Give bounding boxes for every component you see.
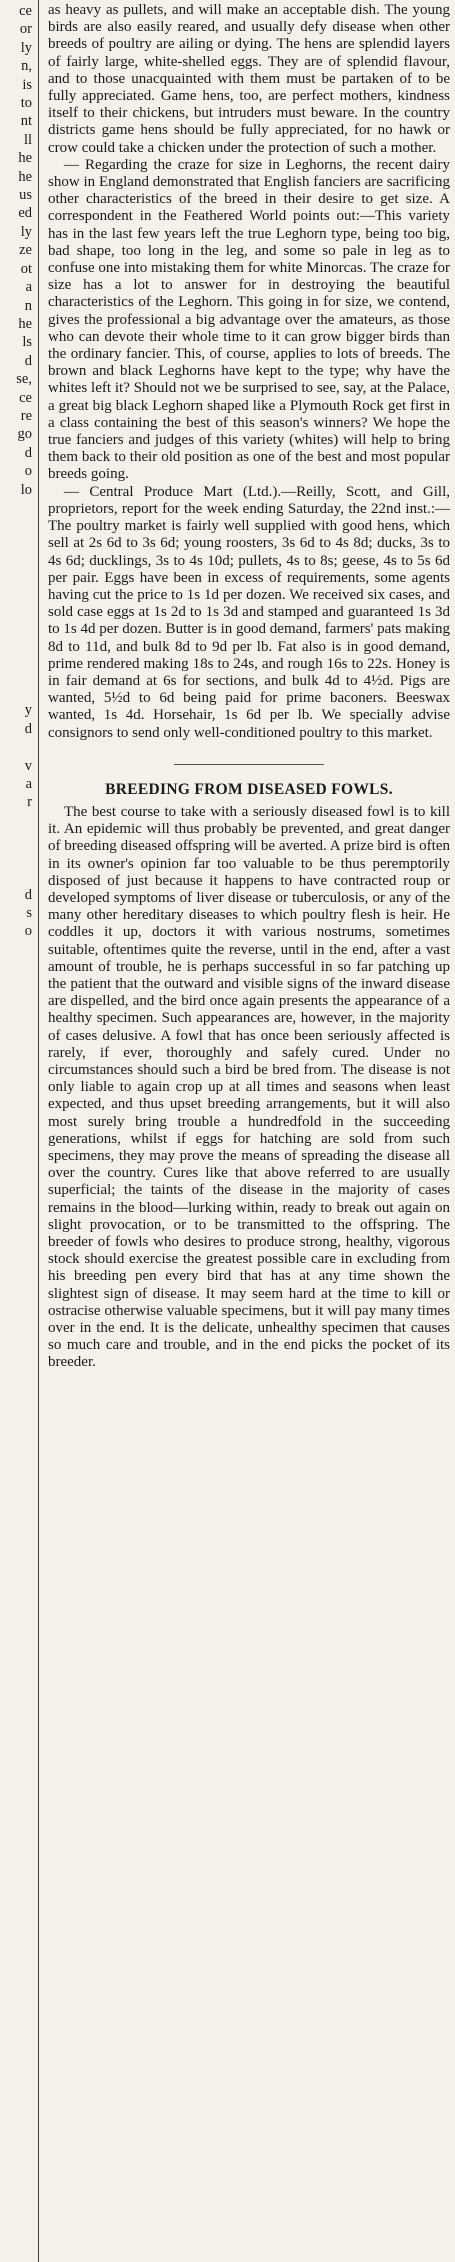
left-fragment: o: [24, 923, 32, 940]
left-fragment: ed: [18, 205, 32, 222]
left-fragment: d: [24, 720, 32, 737]
left-fragment: n,: [21, 58, 32, 75]
left-fragment: ll: [23, 131, 32, 148]
left-fragment: he: [18, 168, 32, 185]
left-fragment: d: [24, 352, 32, 369]
left-fragment: re: [20, 407, 32, 424]
left-fragment: n: [24, 297, 32, 314]
left-fragment: [0, 517, 34, 535]
section-divider: [174, 764, 324, 765]
left-fragment: v: [24, 757, 32, 774]
left-fragment: s: [26, 904, 32, 921]
left-fragment: he: [18, 150, 32, 167]
game-fowl-paragraph: as heavy as pullets, and will make an acceptable dish. The young birds are also easily reared, and usually defy disease when other breeds of poultry are ailing or dying. The hens are splendid layers of fairly large, white-shelled eggs. They are of splendid flavour, and to those unacquainted with them must be partaken of to be fully appreciated. Game hens, too, are perfect mothers, kindness itself to their chickens, but intruders must beware. In the country districts game hens should be fully appreciated, for no hawk or crow could take a chicken under the protection of such a mother.: [48, 2, 450, 156]
left-fragment: nt: [20, 113, 32, 130]
left-fragment: [0, 573, 34, 591]
left-fragment: ot: [20, 260, 32, 277]
left-fragment: y: [24, 702, 32, 719]
left-fragment: ze: [19, 242, 32, 259]
article-body: The best course to take with a seriously diseased fowl is to kill it. An epidemic will thus probably be prevented, and great danger of breeding diseased offspring will be averted. A prize bird is often in its owner's opinion far too valuable to be thus peremptorily disposed of just because it happens to have contracted roup or developed symptoms of liver disease or tuberculosis, or any of the many other hereditary diseases to which poultry flesh is heir. He coddles it up, doctors it with various nostrums, sometimes suitable, oftentimes quite the reverse, until in the end, after a vast amount of trouble, he is perhaps successful in so far patching up the patient that the outward and visible signs of the inward disease are dispelled, and the bird once again presents the appearance of a healthy specimen. Such appearances are, however, in the majority of cases delusive. A fowl that has once been seriously affected is rarely, if ever, thoroughly and safely cured. Under no circumstances should such a bird be bred from. The disease is not only liable to again crop up at all times and seasons when least expected, and thus upset breeding arrangements, but it will also most surely bring trouble a hundredfold in the succeeding generations, whilst if eggs for hatching are sold from such specimens, they may prove the means of spreading the disease all over the country. Cures like that above referred to are usually superficial; the taints of the disease in the majority of cases remains in the blood—lurking within, ready to break out again on slight provocation, or to be transmitted to the offspring. The breeder of fowls who desires to produce strong, healthy, vigorous stock should exercise the greatest possible care in excluding from his breeding pen every bird that has at any time shown the slightest sign of disease. It may seem hard at the time to kill or ostracise otherwise valuable specimens, but it will pay many times over in the end. It is the delicate, unhealthy specimen that causes so much care and trouble, and in the end picks the pocket of its breeder.: [48, 803, 450, 1371]
left-fragment: [0, 628, 34, 646]
left-fragment: [0, 646, 34, 664]
left-fragment: he: [18, 315, 32, 332]
left-fragment: d: [24, 886, 32, 903]
left-fragment: o: [24, 463, 32, 480]
left-fragment: [0, 683, 34, 701]
main-column: [48, 2, 450, 1372]
left-fragment: to: [20, 95, 32, 112]
left-column-fragments: [0, 0, 34, 1252]
leghorn-size-paragraph: — Regarding the craze for size in Leghorns, the recent dairy show in England demonstrated that English fanciers are sacrificing other characteristics of the breed in their desire to get size. A correspondent in the Feathered World points out:—This variety has in the last few years left the true Leghorn type, being too big, bad shape, too long in the leg, and some so pale in leg as to confuse one into mistaking them for white Minorcas. The craze for size has a lot to answer for in destroying the beautiful characteristics of the Leghorn. This going in for size, we contend, gives the professional a big advantage over the amateurs, as those who can devote their whole time to it can grow bigger birds than the ordinary fancier. This, of course, applies to lots of breeds. The brown and black Leghorns have kept to the type; why have the whites left it? Should not we be surprised to see, say, at the Palace, a great big black Leghorn shaped like a Plymouth Rock get first in a class containing the best of this season's winners? We hope the true fanciers and judges of this variety (whites) will help to bring them back to their old position as one of the best and most popular breeds going.: [48, 156, 450, 483]
left-fragment: go: [17, 426, 32, 443]
left-fragment: [0, 536, 34, 554]
produce-mart-paragraph: — Central Produce Mart (Ltd.).—Reilly, Scott, and Gill, proprietors, report for the week ending Saturday, the 22nd inst.:— The poultry market is fairly well supplied with good hens, which sell at 2s 6d to 3s 6d; young roosters, 3s 6d to 4s 8d; ducks, 3s to 4s 6d; ducklings, 3s to 4s 10d; pullets, 4s to 8s; geese, 4s to 5s 6d per pair. Eggs have been in excess of requirements, some agents having cut the price to 1s 1d per dozen. We received six cases, and sold case eggs at 1s 2d to 1s 3d and stamped and guaranteed 1s 3d to 1s 4d per dozen. Butter is in good demand, farmers' pats making 8d to 11d, and bulk 8d to 9d per lb. Fat also is in good demand, prime rendered making 18s to 24s, and rough 16s to 22s. Honey is in fair demand at 6s for sections, and bulk 4d to 4½d. Pigs are wanted, 5½d to 6d being paid for prime baconers. Beeswax wanted, 1s 4d. Horsehair, 1s 6d per lb. We specially advise consignors to send only well-conditioned poultry to this market.: [48, 483, 450, 741]
left-fragment: [0, 849, 34, 867]
left-fragment: [0, 812, 34, 830]
left-fragment: r: [27, 794, 32, 811]
left-fragment: or: [19, 21, 32, 38]
left-fragment: [0, 665, 34, 683]
left-fragment: a: [25, 776, 32, 793]
left-fragment: ce: [19, 389, 32, 406]
left-fragment: us: [19, 187, 32, 204]
left-fragment: ls: [22, 334, 32, 351]
left-fragment: [0, 738, 34, 756]
left-fragment: [0, 499, 34, 517]
left-fragment: [0, 591, 34, 609]
left-fragment: ly: [20, 223, 32, 240]
left-fragment: is: [22, 76, 32, 93]
left-fragment: lo: [20, 481, 32, 498]
left-fragment: [0, 554, 34, 572]
left-fragment: se,: [16, 371, 32, 388]
article-headline: BREEDING FROM DISEASED FOWLS.: [105, 780, 393, 798]
column-rule: [38, 0, 39, 2262]
left-fragment: a: [25, 279, 32, 296]
left-fragment: [0, 830, 34, 848]
left-fragment: [0, 867, 34, 885]
left-fragment: [0, 609, 34, 627]
left-fragment: ce: [19, 3, 32, 19]
left-fragment: d: [24, 444, 32, 461]
left-fragment: ly: [20, 39, 32, 56]
